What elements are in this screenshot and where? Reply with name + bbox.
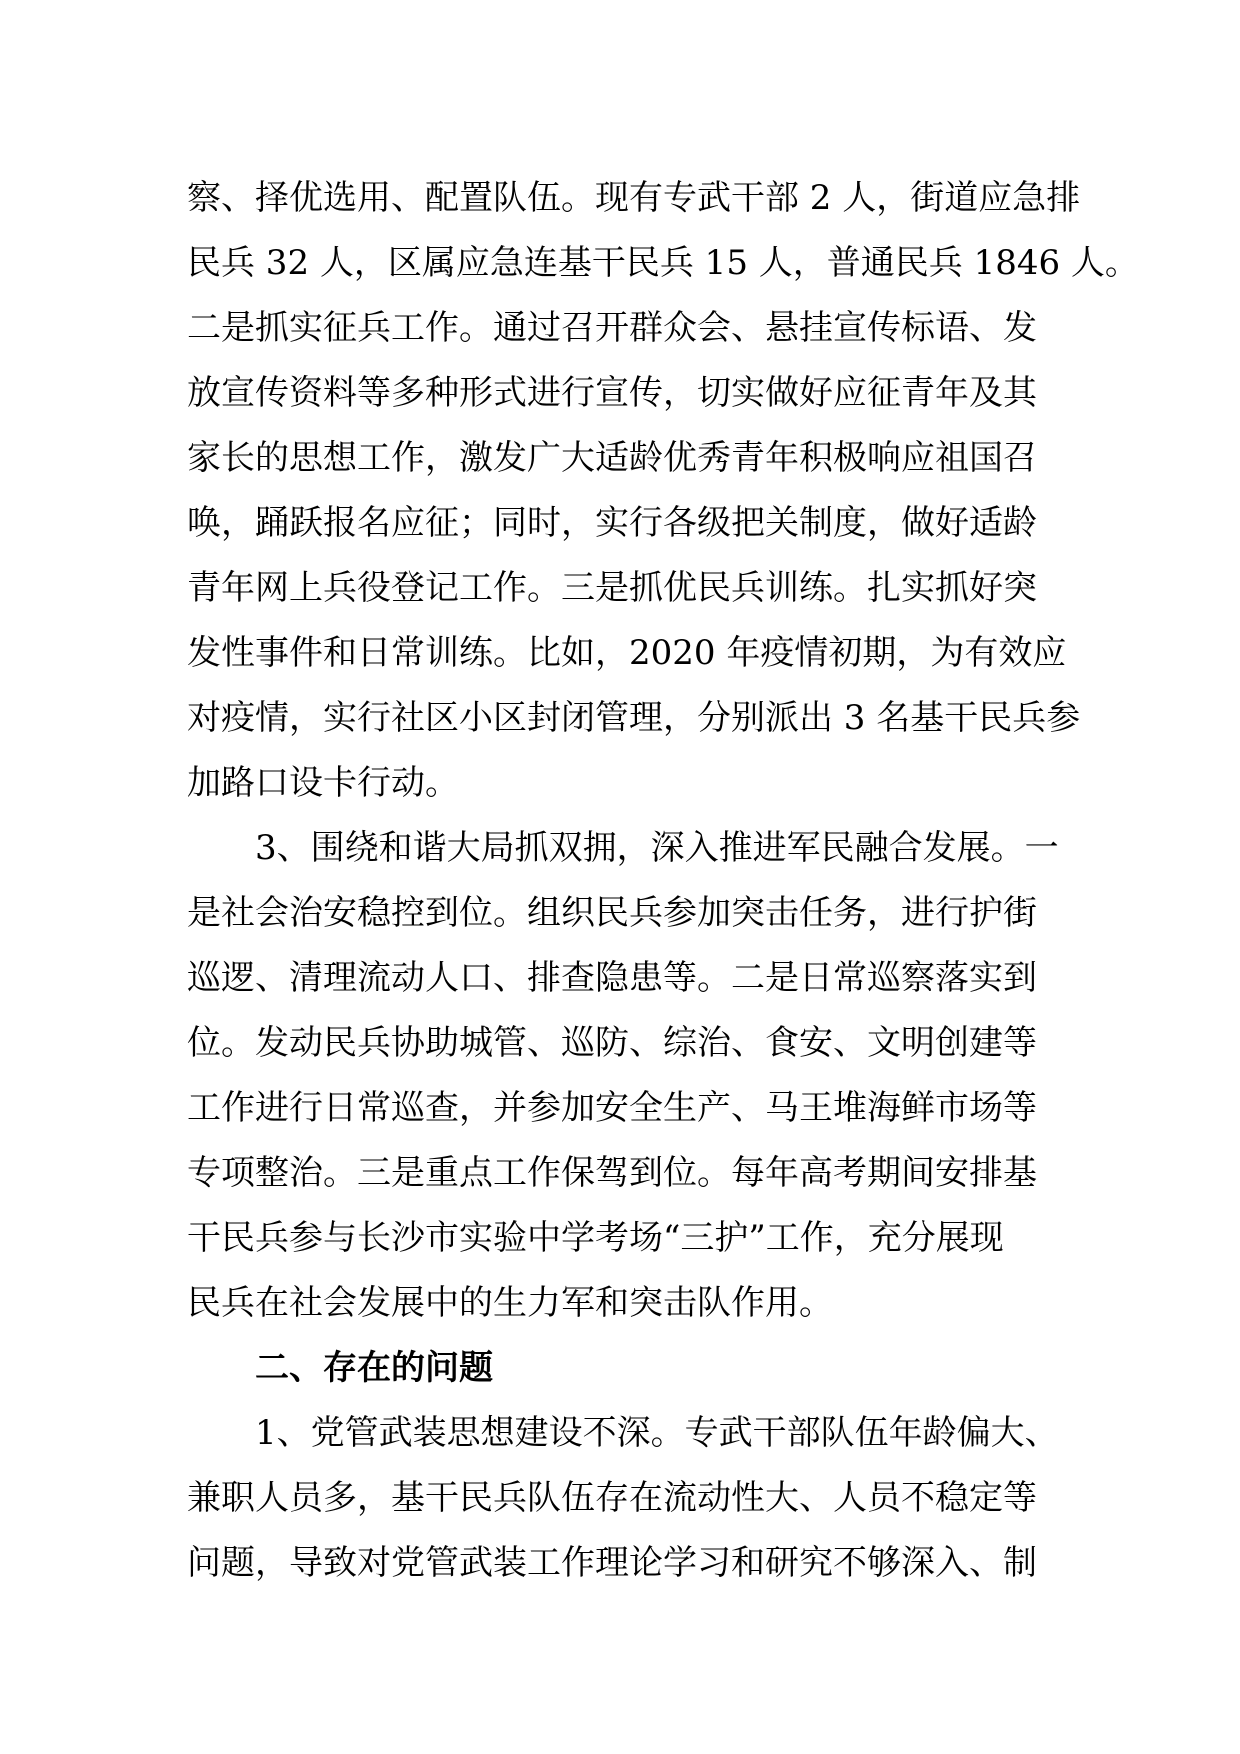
section-heading: 二、存在的问题 — [255, 1348, 493, 1388]
text-line: 是社会治安稳控到位。组织民兵参加突击任务，进行护街 — [187, 893, 1037, 933]
text-line: 对疫情，实行社区小区封闭管理，分别派出 3 名基干民兵参 — [187, 698, 1081, 738]
text-line: 发性事件和日常训练。比如，2020 年疫情初期，为有效应 — [187, 633, 1067, 673]
text-line: 家长的思想工作，激发广大适龄优秀青年积极响应祖国召 — [187, 438, 1037, 478]
text-line: 位。发动民兵协助城管、巡防、综治、食安、文明创建等 — [187, 1023, 1037, 1063]
text-line: 干民兵参与长沙市实验中学考场“三护”工作，充分展现 — [187, 1218, 1004, 1258]
text-line: 巡逻、清理流动人口、排查隐患等。二是日常巡察落实到 — [187, 958, 1037, 998]
text-line: 工作进行日常巡查，并参加安全生产、马王堆海鲜市场等 — [187, 1088, 1037, 1128]
text-line: 民兵 32 人，区属应急连基干民兵 15 人，普通民兵 1846 人。 — [187, 243, 1139, 283]
text-line: 察、择优选用、配置队伍。现有专武干部 2 人，街道应急排 — [187, 178, 1081, 218]
text-line: 专项整治。三是重点工作保驾到位。每年高考期间安排基 — [187, 1153, 1037, 1193]
text-line: 放宣传资料等多种形式进行宣传，切实做好应征青年及其 — [187, 373, 1037, 413]
text-line: 青年网上兵役登记工作。三是抓优民兵训练。扎实抓好突 — [187, 568, 1037, 608]
text-line: 民兵在社会发展中的生力军和突击队作用。 — [187, 1283, 833, 1323]
document-body — [187, 166, 1139, 1596]
paragraph-start-line: 3、围绕和谐大局抓双拥，深入推进军民融合发展。一 — [255, 828, 1059, 868]
text-line: 唤，踊跃报名应征；同时，实行各级把关制度，做好适龄 — [187, 503, 1037, 543]
text-line: 加路口设卡行动。 — [187, 763, 459, 803]
text-line: 问题，导致对党管武装工作理论学习和研究不够深入、制 — [187, 1543, 1037, 1583]
paragraph-start-line: 1、党管武装思想建设不深。专武干部队伍年龄偏大、 — [255, 1413, 1059, 1453]
text-line: 兼职人员多，基干民兵队伍存在流动性大、人员不稳定等 — [187, 1478, 1037, 1518]
text-line: 二是抓实征兵工作。通过召开群众会、悬挂宣传标语、发 — [187, 308, 1037, 348]
